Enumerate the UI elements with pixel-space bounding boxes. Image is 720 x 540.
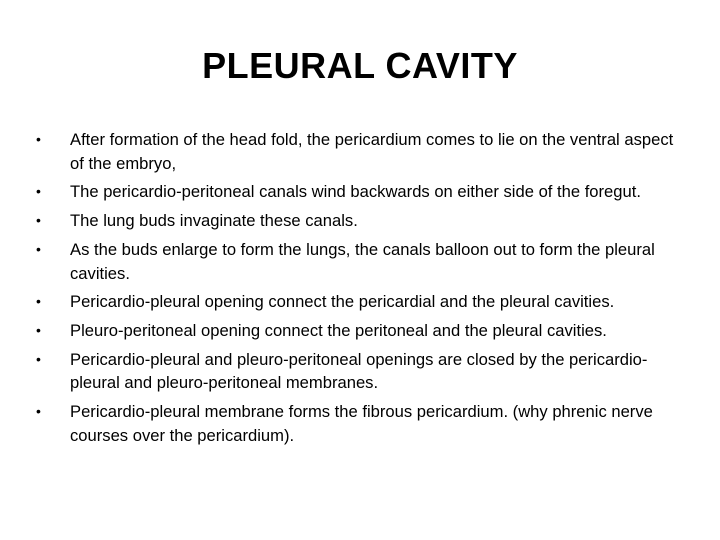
bullet-icon: • bbox=[36, 212, 41, 229]
bullet-icon: • bbox=[36, 183, 41, 200]
bullet-text: The lung buds invaginate these canals. bbox=[70, 211, 358, 231]
bullet-list bbox=[36, 128, 686, 453]
bullet-item bbox=[36, 180, 686, 204]
slide-title: PLEURAL CAVITY bbox=[202, 45, 518, 86]
bullet-icon: • bbox=[36, 131, 41, 147]
bullet-icon: • bbox=[36, 350, 41, 367]
bullet-item bbox=[36, 209, 686, 233]
bullet-item bbox=[36, 348, 686, 395]
bullet-item bbox=[36, 238, 686, 285]
bullet-item bbox=[36, 400, 686, 447]
bullet-text: The pericardio-peritoneal canals wind backwards on either side of the foregut. bbox=[70, 182, 641, 202]
bullet-icon: • bbox=[36, 293, 41, 310]
bullet-text: Pleuro-peritoneal opening connect the peritoneal and the pleural cavities. bbox=[70, 321, 607, 341]
bullet-text: Pericardio-pleural opening connect the pericardial and the pleural cavities. bbox=[70, 292, 615, 312]
bullet-text: As the buds enlarge to form the lungs, the canals balloon out to form the pleural cavities. bbox=[70, 239, 655, 283]
bullet-icon: • bbox=[36, 322, 41, 339]
bullet-icon: • bbox=[36, 403, 41, 420]
bullet-item bbox=[36, 319, 686, 343]
bullet-text: Pericardio-pleural membrane forms the fibrous pericardium. (why phrenic nerve courses over the pericardium). bbox=[70, 402, 653, 445]
bullet-text: Pericardio-pleural and pleuro-peritoneal openings are closed by the pericardio-pleural and pleuro-peritoneal membranes. bbox=[70, 349, 648, 393]
bullet-text: After formation of the head fold, the pericardium comes to lie on the ventral aspect of the embryo, bbox=[70, 130, 674, 173]
bullet-item bbox=[36, 128, 686, 175]
bullet-icon: • bbox=[36, 240, 41, 257]
bullet-item bbox=[36, 290, 686, 314]
